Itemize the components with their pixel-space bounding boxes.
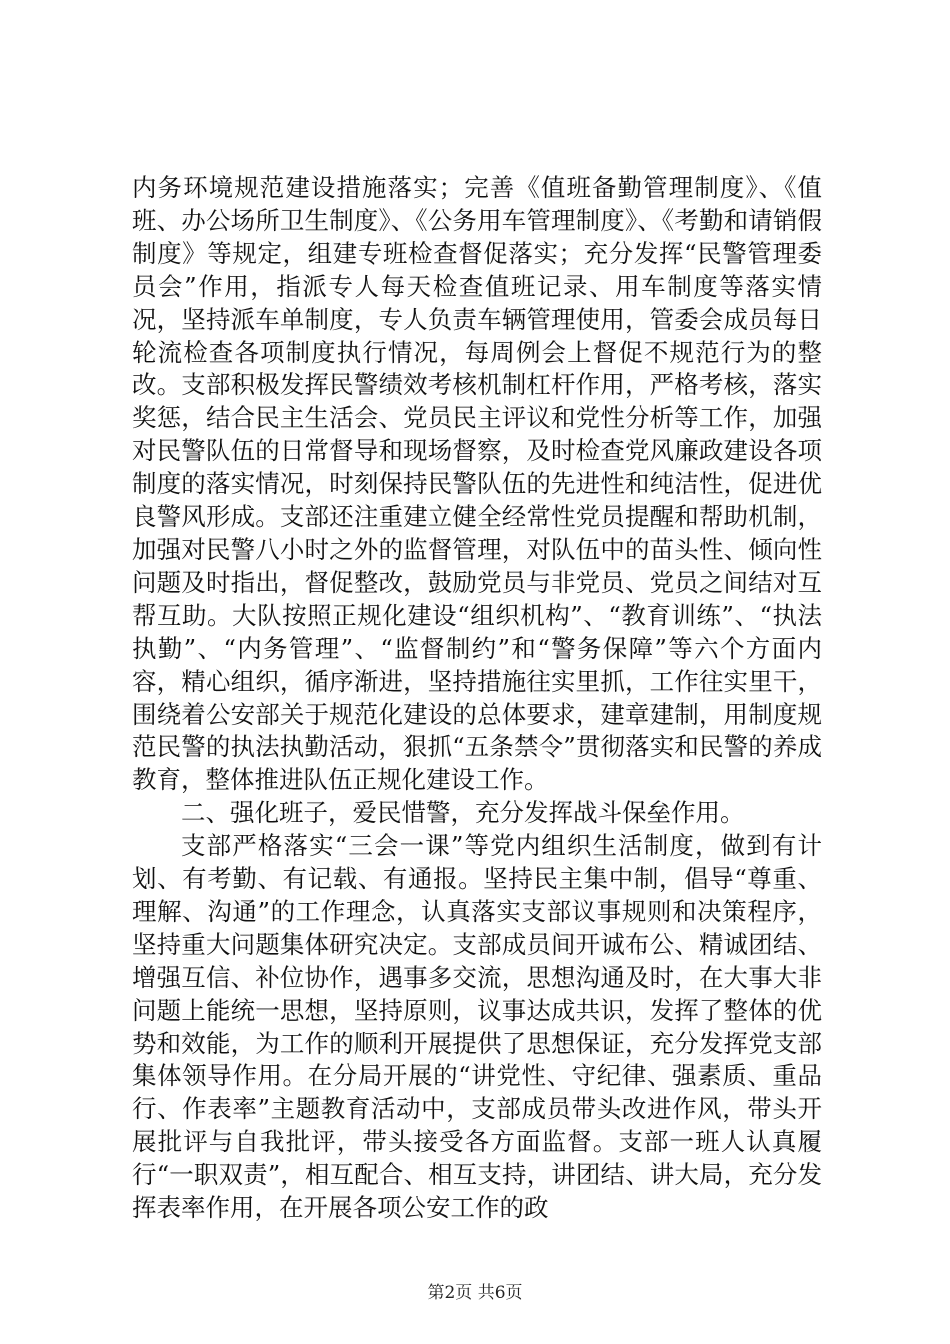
- paragraph-body: 支部严格落实“三会一课”等党内组织生活制度，做到有计划、有考勤、有记载、有通报。坚持民主集中制，倡导“尊重、理解、沟通”的工作理念，认真落实支部议事规则和决策程序，坚持重大问题集体研究决定。支部成员间开诚布公、精诚团结、增强互信、补位协作，遇事多交流，思想沟通及时，在大事大非问题上能统一思想，坚持原则，议事达成共识，发挥了整体的优势和效能，为工作的顺利开展提供了思想保证，充分发挥党支部集体领导作用。在分局开展的“讲党性、守纪律、强素质、重品行、作表率”主题教育活动中，支部成员带头改进作风，带头开展批评与自我批评，带头接受各方面监督。支部一班人认真履行“一职双责”，相互配合、相互支持，讲团结、讲大局，充分发挥表率作用，在开展各项公安工作的政: [132, 831, 822, 1223]
- section-heading: 二、强化班子，爱民惜警，充分发挥战斗保垒作用。: [181, 798, 745, 828]
- document-body: [132, 172, 822, 1225]
- page-number-footer: 第2页 共6页: [427, 1283, 523, 1303]
- paragraph-continued: 内务环境规范建设措施落实；完善《值班备勤管理制度》、《值班、办公场所卫生制度》、《公务用车管理制度》、《考勤和请销假制度》等规定，组建专班检查督促落实；充分发挥“民警管理委员会”作用，指派专人每天检查值班记录、用车制度等落实情况，坚持派车单制度，专人负责车辆管理使用，管委会成员每日轮流检查各项制度执行情况，每周例会上督促不规范行为的整改。支部积极发挥民警绩效考核机制杠杆作用，严格考核，落实奖惩，结合民主生活会、党员民主评议和党性分析等工作，加强对民警队伍的日常督导和现场督察，及时检查党风廉政建设各项制度的落实情况，时刻保持民警队伍的先进性和纯洁性，促进优良警风形成。支部还注重建立健全经常性党员提醒和帮助机制，加强对民警八小时之外的监督管理，对队伍中的苗头性、倾向性问题及时指出，督促整改，鼓励党员与非党员、党员之间结对互帮互助。大队按照正规化建设“组织机构”、“教育训练”、“执法执勤”、“内务管理”、“监督制约”和“警务保障”等六个方面内容，精心组织，循序渐进，坚持措施往实里抓，工作往实里干，围绕着公安部关于规范化建设的总体要求，建章建制，用制度规范民警的执法执勤活动，狠抓“五条禁令”贯彻落实和民警的养成教育，整体推进队伍正规化建设工作。: [132, 173, 822, 795]
